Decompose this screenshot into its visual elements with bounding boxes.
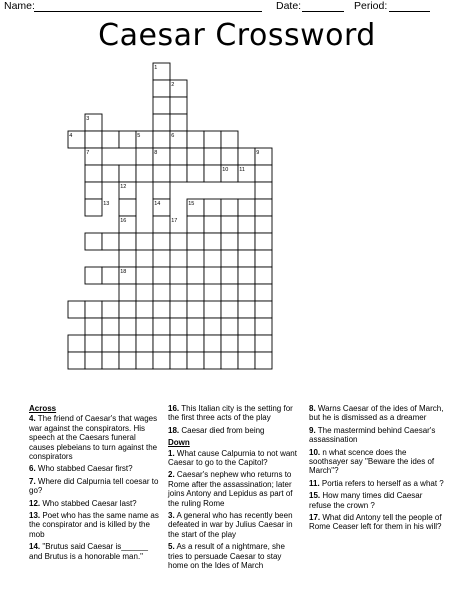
grid-cell[interactable] (153, 335, 170, 352)
grid-cell[interactable] (204, 335, 221, 352)
clue-number: 1. (168, 448, 175, 458)
clue-text: Who stabbed Caesar first? (35, 464, 133, 474)
clue-text: n what scence does the soothsayer say "Beware the ides of March"? (309, 447, 435, 476)
grid-cell[interactable] (221, 233, 238, 250)
grid-cell[interactable] (170, 318, 187, 335)
grid-cell[interactable] (119, 199, 136, 216)
clue-number: 16. (168, 404, 180, 413)
clue-text: What did Antony tell the people of Rome Ceaser left for them in his will? (309, 513, 442, 532)
clue-text: Caesar died from being (179, 425, 265, 435)
grid-cell[interactable] (170, 352, 187, 369)
grid-cell[interactable] (136, 301, 153, 318)
grid-cell[interactable] (85, 318, 102, 335)
grid-cell[interactable] (153, 131, 170, 148)
grid-cell[interactable] (238, 335, 255, 352)
clue-number-label: 13 (103, 200, 110, 207)
clue-item (168, 449, 302, 468)
clue-number: 9. (309, 425, 316, 435)
grid-cell[interactable] (255, 250, 272, 267)
grid-cell[interactable] (153, 352, 170, 369)
grid-cell[interactable] (170, 233, 187, 250)
clue-text: Warns Caesar of the ides of March, but he is dismissed as a dreamer (309, 404, 444, 423)
clue-number: 10. (309, 447, 321, 457)
clue-text: Portia refers to herself as a what ? (319, 478, 444, 488)
grid-cell[interactable] (136, 148, 153, 165)
down-clue-list (168, 449, 302, 571)
grid-cell[interactable] (221, 335, 238, 352)
grid-cell[interactable] (238, 284, 255, 301)
grid-cell[interactable] (221, 131, 238, 148)
grid-cell[interactable] (153, 318, 170, 335)
grid-cell[interactable] (170, 335, 187, 352)
clue-text: The friend of Caesar's that wages war against the conspirators. His speech at the Caesars funeral causes plebeians to turn against the conspirators (29, 414, 158, 462)
period-field[interactable] (389, 11, 430, 12)
grid-cell[interactable] (153, 301, 170, 318)
clue-number-label: 4 (69, 132, 73, 139)
grid-cell[interactable] (255, 352, 272, 369)
name-field[interactable] (34, 11, 262, 12)
grid-cell[interactable] (85, 165, 102, 182)
clue-number-label: 14 (154, 200, 161, 207)
clue-number-label: 16 (120, 217, 127, 224)
clue-item (29, 499, 161, 508)
grid-cell[interactable] (187, 301, 204, 318)
grid-cell[interactable] (204, 199, 221, 216)
grid-cell[interactable] (136, 318, 153, 335)
clue-number: 2. (168, 470, 175, 480)
clue-number: 13. (29, 511, 41, 521)
clue-text: How many times did Caesar refuse the crown ? (309, 491, 423, 510)
grid-cell[interactable] (204, 267, 221, 284)
grid-cell[interactable] (221, 148, 238, 165)
grid-cell[interactable] (204, 131, 221, 148)
grid-cell[interactable] (85, 199, 102, 216)
grid-cell[interactable] (238, 352, 255, 369)
grid-cell[interactable] (102, 131, 119, 148)
header-row (0, 0, 474, 14)
clue-item (309, 513, 446, 532)
grid-cell[interactable] (221, 318, 238, 335)
grid-cell[interactable] (187, 267, 204, 284)
clue-item (309, 479, 446, 488)
grid-cell[interactable] (204, 233, 221, 250)
clue-number-label: 18 (120, 268, 127, 275)
grid-cell[interactable] (255, 318, 272, 335)
grid-cell[interactable] (221, 267, 238, 284)
grid-cell[interactable] (68, 335, 85, 352)
grid-cell[interactable] (238, 148, 255, 165)
grid-cell[interactable] (204, 301, 221, 318)
clue-text: A general who has recently been defeated in war by Julius Caesar in the start of the play (168, 511, 293, 539)
clue-text: Poet who has the same name as the conspirator and is killed by the mob (29, 511, 159, 539)
grid-cell[interactable] (153, 267, 170, 284)
grid-cell[interactable] (153, 165, 170, 182)
clue-number: 12. (29, 498, 41, 508)
grid-cell[interactable] (255, 182, 272, 199)
grid-cell[interactable] (85, 182, 102, 199)
page-title: Caesar Crossword (98, 18, 376, 53)
grid-cell[interactable] (221, 216, 238, 233)
grid-cell[interactable] (255, 267, 272, 284)
clue-item (168, 511, 302, 539)
grid-cell[interactable] (187, 352, 204, 369)
grid-cell[interactable] (187, 250, 204, 267)
grid-cell[interactable] (136, 352, 153, 369)
clue-text: Where did Calpurnia tell coesar to go? (29, 476, 159, 496)
grid-cell[interactable] (238, 233, 255, 250)
grid-cell[interactable] (102, 233, 119, 250)
clue-number: 11. (309, 478, 320, 488)
name-label: Name: (4, 0, 35, 12)
clue-item (29, 477, 161, 496)
grid-cell[interactable] (170, 301, 187, 318)
clue-item (168, 470, 302, 508)
clue-item (29, 511, 161, 539)
grid-cell[interactable] (119, 335, 136, 352)
grid-cell[interactable] (85, 352, 102, 369)
clue-item (29, 414, 161, 461)
grid-cell[interactable] (204, 318, 221, 335)
clue-number-label: 7 (86, 149, 90, 156)
grid-cell[interactable] (153, 97, 170, 114)
grid-cell[interactable] (136, 267, 153, 284)
across-clue-list (29, 414, 161, 561)
grid-cell[interactable] (204, 216, 221, 233)
grid-cell[interactable] (255, 284, 272, 301)
clue-text: As a result of a nightmare, she tries to persuade Caesar to stay home on the Ides of March (168, 542, 285, 571)
clue-number: 18. (168, 425, 180, 435)
grid-cell[interactable] (221, 352, 238, 369)
clue-number-label: 2 (171, 81, 175, 88)
clue-number-label: 9 (256, 149, 260, 156)
clue-text: Caesar's nephew who returns to Rome after the assassination; later joins Antony and Lepidus as part of the ruling Rome (168, 470, 293, 508)
grid-cell[interactable] (102, 335, 119, 352)
clue-number: 8. (309, 404, 316, 413)
clue-number: 17. (309, 513, 321, 523)
grid-cell[interactable] (204, 352, 221, 369)
grid-cell[interactable] (221, 301, 238, 318)
clue-number: 7. (29, 476, 36, 486)
grid-cell[interactable] (85, 301, 102, 318)
clue-item (168, 542, 302, 570)
clue-item (29, 464, 161, 473)
grid-cell[interactable] (119, 318, 136, 335)
grid-cell[interactable] (255, 301, 272, 318)
clue-number-label: 1 (154, 64, 158, 71)
clue-item (29, 542, 161, 561)
grid-cell[interactable] (238, 318, 255, 335)
clue-text: "Brutus said Caesar is______ and Brutus is a honorable man." (29, 542, 148, 561)
across-clue-list-cont (168, 404, 302, 435)
clue-number-label: 6 (171, 132, 175, 139)
grid-cell[interactable] (187, 335, 204, 352)
date-label: Date: (276, 0, 302, 12)
grid-cell[interactable] (170, 165, 187, 182)
clue-number: 6. (29, 464, 36, 474)
grid-cell[interactable] (153, 250, 170, 267)
grid-cell[interactable] (85, 335, 102, 352)
across-heading: Across (29, 404, 57, 413)
clue-number-label: 10 (222, 166, 229, 173)
grid-cell[interactable] (238, 216, 255, 233)
grid-cell[interactable] (153, 80, 170, 97)
down-clue-list-cont (309, 404, 446, 532)
grid-cell[interactable] (187, 318, 204, 335)
date-field[interactable] (302, 11, 344, 12)
clue-text: What cause Calpurnia to not want Caesar to go to the Capitol? (168, 448, 297, 468)
grid-cell[interactable] (85, 233, 102, 250)
clue-number: 4. (29, 414, 36, 424)
clue-number: 5. (168, 542, 175, 552)
grid-cell[interactable] (255, 335, 272, 352)
grid-cell[interactable] (136, 165, 153, 182)
grid-cell[interactable] (238, 199, 255, 216)
grid-cell[interactable] (255, 165, 272, 182)
clue-number: 15. (309, 491, 321, 501)
clue-text: Who stabbed Caesar last? (40, 498, 137, 508)
clues-column-1 (29, 404, 161, 564)
clue-text: The mastermind behind Caesar's assassination (309, 425, 436, 445)
grid-cell[interactable] (187, 131, 204, 148)
grid-cell[interactable] (187, 165, 204, 182)
grid-cell[interactable] (119, 301, 136, 318)
grid-cell[interactable] (68, 301, 85, 318)
clue-number: 3. (168, 511, 175, 521)
grid-cell[interactable] (187, 148, 204, 165)
clue-item (168, 426, 302, 435)
grid-cell[interactable] (119, 233, 136, 250)
clue-item (309, 491, 446, 510)
grid-cell[interactable] (238, 250, 255, 267)
grid-cell[interactable] (204, 165, 221, 182)
grid-cell[interactable] (102, 267, 119, 284)
grid-cell[interactable] (187, 233, 204, 250)
grid-cell[interactable] (255, 199, 272, 216)
down-heading: Down (168, 438, 190, 448)
clue-item (309, 426, 446, 445)
grid-cell[interactable] (238, 301, 255, 318)
grid-cell[interactable] (221, 250, 238, 267)
grid-cell[interactable] (221, 199, 238, 216)
grid-cell[interactable] (102, 165, 119, 182)
clue-item (309, 404, 446, 423)
period-label: Period: (354, 0, 388, 12)
grid-cell[interactable] (255, 216, 272, 233)
grid-cell[interactable] (153, 284, 170, 301)
grid-cell[interactable] (238, 267, 255, 284)
grid-cell[interactable] (85, 267, 102, 284)
grid-cell[interactable] (119, 165, 136, 182)
grid-cell[interactable] (102, 301, 119, 318)
grid-cell[interactable] (153, 233, 170, 250)
grid-cell[interactable] (187, 284, 204, 301)
grid-cell[interactable] (221, 284, 238, 301)
clue-item (309, 448, 446, 476)
clue-number-label: 17 (171, 217, 178, 224)
grid-cell[interactable] (170, 148, 187, 165)
grid-cell[interactable] (255, 233, 272, 250)
grid-cell[interactable] (119, 250, 136, 267)
grid-cell[interactable] (153, 216, 170, 233)
grid-cell[interactable] (153, 114, 170, 131)
grid-cell[interactable] (170, 267, 187, 284)
grid-cell[interactable] (136, 335, 153, 352)
clues-column-2 (168, 404, 302, 574)
grid-cell[interactable] (102, 318, 119, 335)
grid-cell[interactable] (68, 352, 85, 369)
clue-number-label: 11 (239, 166, 245, 173)
crossword-grid (0, 60, 474, 390)
grid-cell[interactable] (204, 148, 221, 165)
grid-cell[interactable] (119, 131, 136, 148)
clue-number: 14. (29, 542, 41, 552)
clue-text: This Italian city is the setting for the first three acts of the play (168, 404, 293, 423)
grid-cell[interactable] (170, 97, 187, 114)
grid-cell[interactable] (119, 284, 136, 301)
clue-item (168, 404, 302, 423)
grid-cell[interactable] (85, 131, 102, 148)
grid-cell[interactable] (136, 233, 153, 250)
clues-column-3 (309, 404, 446, 535)
grid-cell[interactable] (170, 114, 187, 131)
clue-number-label: 8 (154, 149, 158, 156)
grid-cell[interactable] (153, 182, 170, 199)
clue-number-label: 15 (188, 200, 195, 207)
grid-cell[interactable] (119, 352, 136, 369)
clue-number-label: 12 (120, 183, 127, 190)
grid-cell[interactable] (187, 216, 204, 233)
grid-cell[interactable] (102, 352, 119, 369)
clue-number-label: 3 (86, 115, 90, 122)
clue-number-label: 5 (137, 132, 141, 139)
